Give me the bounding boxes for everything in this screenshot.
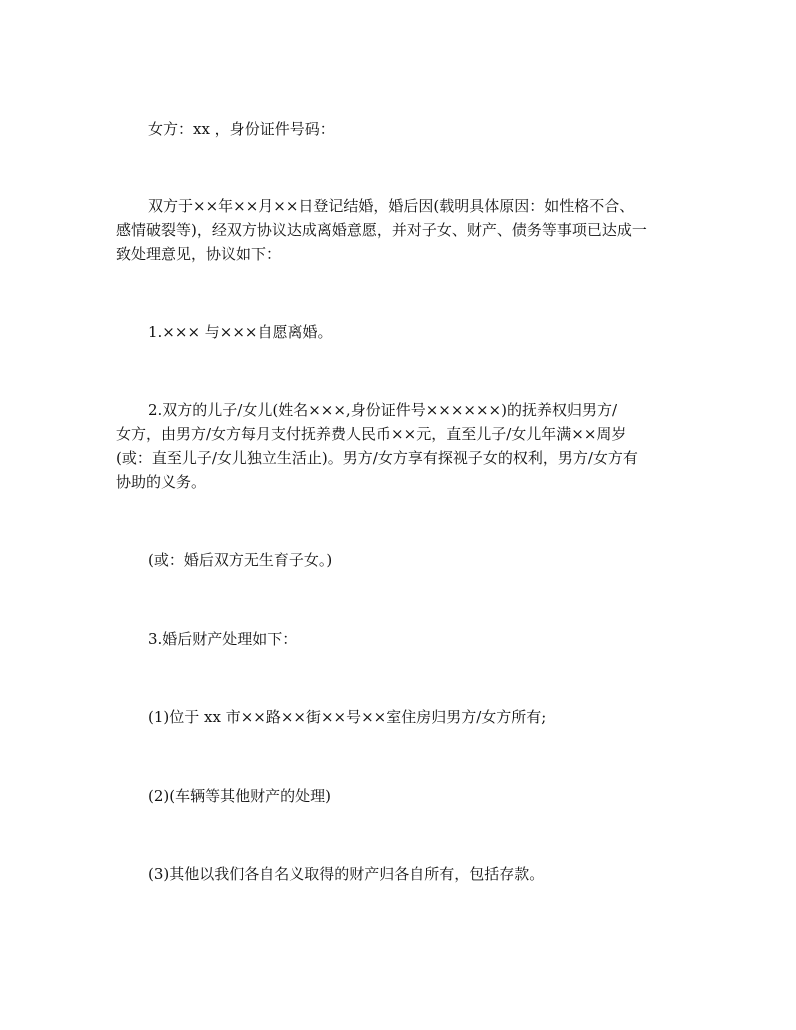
- property-item-3: (3)其他以我们各自名义取得的财产归各自所有，包括存款。: [148, 865, 545, 883]
- paragraph-line: 女方，由男方/女方每月支付抚养费人民币××元，直至儿子/女儿年满××周岁: [116, 425, 627, 443]
- clause-2-paragraph: [116, 398, 686, 494]
- paragraph-line: 双方于××年××月××日登记结婚，婚后因(载明具体原因：如性格不合、: [148, 197, 635, 215]
- clause-3-heading: 3.婚后财产处理如下：: [148, 630, 298, 648]
- clause-1: 1.××× 与×××自愿离婚。: [148, 323, 333, 341]
- paragraph-line: 感情破裂等)，经双方协议达成离婚意愿，并对子女、财产、债务等事项已达成一: [116, 221, 647, 239]
- property-item-1: (1)位于 xx 市××路××街××号××室住房归男方/女方所有;: [148, 708, 547, 726]
- property-item-2: (2)(车辆等其他财产的处理): [148, 787, 331, 805]
- paragraph-line: (或：直至儿子/女儿独立生活止)。男方/女方享有探视子女的权利，男方/女方有: [116, 449, 638, 467]
- party-female-line: 女方：xx ，身份证件号码：: [148, 120, 335, 138]
- paragraph-line: 协助的义务。: [116, 473, 207, 491]
- paragraph-line: 致处理意见，协议如下：: [116, 245, 282, 263]
- agreement-intro-paragraph: [116, 194, 686, 266]
- paragraph-line: 2.双方的儿子/女儿(姓名×××,身份证件号××××××)的抚养权归男方/: [148, 401, 618, 419]
- clause-2-alternative: (或：婚后双方无生育子女。): [148, 551, 333, 569]
